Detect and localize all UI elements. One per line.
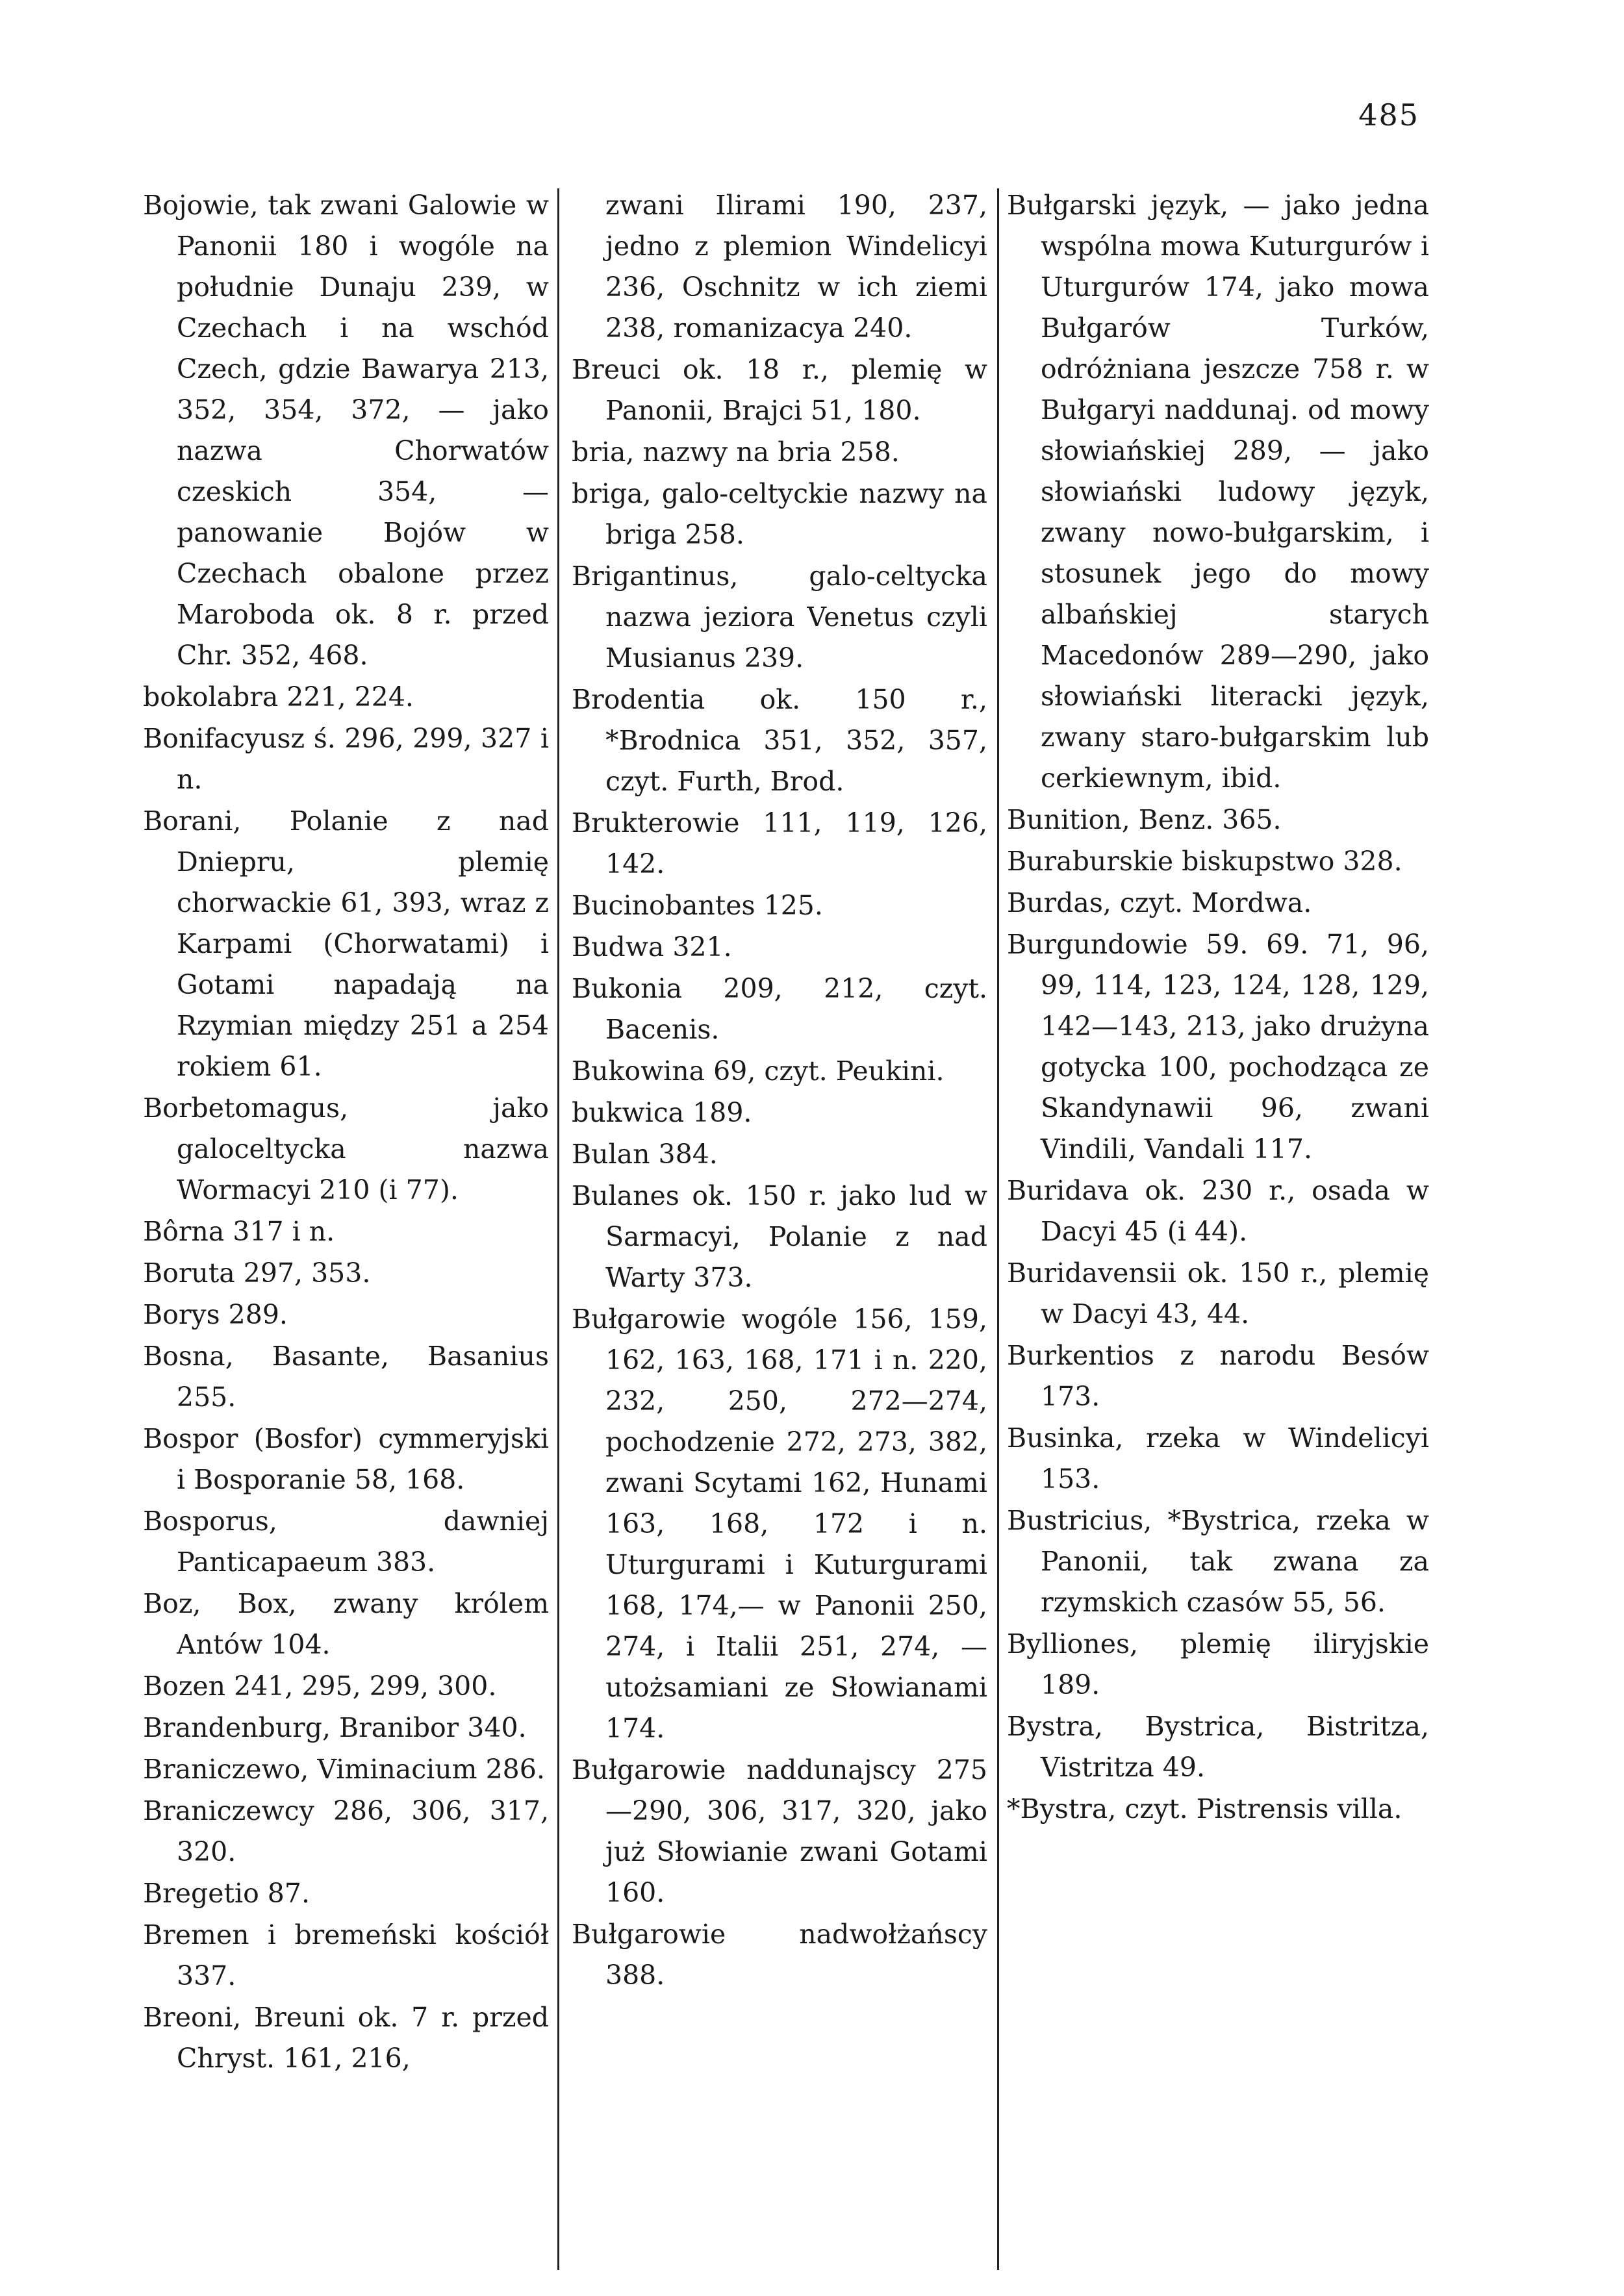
index-entry: Bulanes ok. 150 r. jako lud w Sarmacyi, Polanie z nad Warty 373. (572, 1180, 987, 1293)
index-entry: Bôrna 317 i n. (143, 1216, 335, 1247)
index-entry: Borani, Polanie z nad Dniepru, plemię chorwackie 61, 393, wraz z Karpami (Chorwatami) i Gotami napadają na Rzymian między 251 a 254 rokiem 61. (143, 805, 549, 1082)
index-entry: Buridavensii ok. 150 r., plemię w Dacyi 43, 44. (1007, 1257, 1429, 1330)
index-entry: Bystra, Bystrica, Bistritza, Vistritza 49. (1007, 1711, 1429, 1783)
index-entry: briga, galo-celtyckie nazwy na briga 258. (572, 478, 987, 550)
index-entry: Bunition, Benz. 365. (1007, 804, 1282, 835)
index-entry: Bułgarowie nadwołżańscy 388. (572, 1919, 987, 1991)
page-number: 485 (1358, 97, 1419, 132)
index-entry: Brigantinus, galo-celtycka nazwa jeziora Venetus czyli Musianus 239. (572, 561, 987, 674)
index-entry: Boruta 297, 353. (143, 1257, 371, 1289)
index-entry: Buridava ok. 230 r., osada w Dacyi 45 (i 44). (1007, 1175, 1429, 1247)
index-entry: Bułgarowie wogóle 156, 159, 162, 163, 168, 171 i n. 220, 232, 250, 272—274, pochodzenie 272, 273, 382, zwani Scytami 162, Hunami 163, 168, 172 i n. Uturgurami i Kuturgurami 168, 174,— w Panonii 250, 274, i Italii 251, 274, — utożsamiani ze Słowianami 174. (572, 1304, 987, 1744)
index-column-1 (143, 185, 549, 2079)
index-entry-continuation: zwani Ilirami 190, 237, jedno z plemion Windelicyi 236, Oschnitz w ich ziemi 238, romanizacya 240. (605, 190, 987, 344)
index-entry: Bukowina 69, czyt. Peukini. (572, 1055, 945, 1087)
index-entry: Braniczewo, Viminacium 286. (143, 1754, 545, 1785)
index-entry: Buraburskie biskupstwo 328. (1007, 846, 1402, 877)
index-entry: Braniczewcy 286, 306, 317, 320. (143, 1795, 549, 1867)
index-entry: Brandenburg, Branibor 340. (143, 1712, 527, 1743)
index-entry: Bylliones, plemię iliryjskie 189. (1007, 1628, 1429, 1700)
index-entry: Bosna, Basante, Basanius 255. (143, 1341, 549, 1413)
index-entry: *Bystra, czyt. Pistrensis villa. (1007, 1793, 1402, 1824)
index-entry: Borbetomagus, jako galoceltycka nazwa Wormacyi 210 (i 77). (143, 1092, 549, 1205)
index-entry: Bustricius, *Bystrica, rzeka w Panonii, tak zwana za rzymskich czasów 55, 56. (1007, 1505, 1429, 1618)
index-entry: Breuci ok. 18 r., plemię w Panonii, Brajci 51, 180. (572, 354, 987, 426)
index-entry: Bułgarski język, — jako jedna wspólna mowa Kuturgurów i Uturgurów 174, jako mowa Bułgarów Turków, odróżniana jeszcze 758 r. w Bułgaryi naddunaj. od mowy słowiańskiej 289, — jako słowiański ludowy język, zwany nowo-bułgarskim, i stosunek jego do mowy albańskiej starych Macedonów 289—290, jako słowiański literacki język, zwany staro-bułgarskim lub cerkiewnym, ibid. (1007, 190, 1429, 794)
index-entry: Bospor (Bosfor) cymmeryjski i Bosporanie 58, 168. (143, 1423, 549, 1495)
index-entry: Brukterowie 111, 119, 126, 142. (572, 807, 987, 879)
index-entry: Businka, rzeka w Windelicyi 153. (1007, 1422, 1429, 1495)
index-entry: Bonifacyusz ś. 296, 299, 327 i n. (143, 723, 549, 795)
index-entry: Bremen i bremeński kościół 337. (143, 1919, 549, 1991)
index-column-2 (572, 185, 987, 1996)
index-entry: Boz, Box, zwany królem Antów 104. (143, 1588, 549, 1660)
index-entry: Brodentia ok. 150 r., *Brodnica 351, 352, 357, czyt. Furth, Brod. (572, 684, 987, 797)
index-entry: Burkentios z narodu Besów 173. (1007, 1340, 1429, 1412)
index-entry: bria, nazwy na bria 258. (572, 436, 900, 468)
index-entry: Borys 289. (143, 1299, 288, 1330)
index-entry: Burdas, czyt. Mordwa. (1007, 887, 1312, 918)
index-entry: bukwica 189. (572, 1097, 752, 1128)
index-column-3 (1007, 185, 1429, 1830)
index-entry: Bojowie, tak zwani Galowie w Panonii 180 i wogóle na południe Dunaju 239, w Czechach i na wschód Czech, gdzie Bawarya 213, 352, 354, 372, — jako nazwa Chorwatów czeskich 354, — panowanie Bojów w Czechach obalone przez Maroboda ok. 8 r. przed Chr. 352, 468. (143, 190, 549, 671)
index-entry: Bułgarowie naddunajscy 275—290, 306, 317, 320, jako już Słowianie zwani Gotami 160. (572, 1754, 987, 1908)
index-entry: Budwa 321. (572, 931, 732, 963)
index-entry: Burgundowie 59. 69. 71, 96, 99, 114, 123, 124, 128, 129, 142—143, 213, jako drużyna gotycka 100, pochodząca ze Skandynawii 96, zwani Vindili, Vandali 117. (1007, 929, 1429, 1165)
index-entry: Bozen 241, 295, 299, 300. (143, 1671, 497, 1702)
column-divider (997, 188, 999, 2270)
index-entry: Bucinobantes 125. (572, 890, 823, 921)
index-entry: Bulan 384. (572, 1139, 718, 1170)
index-entry: bokolabra 221, 224. (143, 681, 414, 713)
index-entry: Bukonia 209, 212, czyt. Bacenis. (572, 973, 987, 1045)
index-entry: Bregetio 87. (143, 1878, 311, 1909)
index-entry: Breoni, Breuni ok. 7 r. przed Chryst. 161, 216, (143, 2002, 549, 2074)
column-divider (557, 188, 559, 2270)
index-entry: Bosporus, dawniej Panticapaeum 383. (143, 1506, 549, 1578)
